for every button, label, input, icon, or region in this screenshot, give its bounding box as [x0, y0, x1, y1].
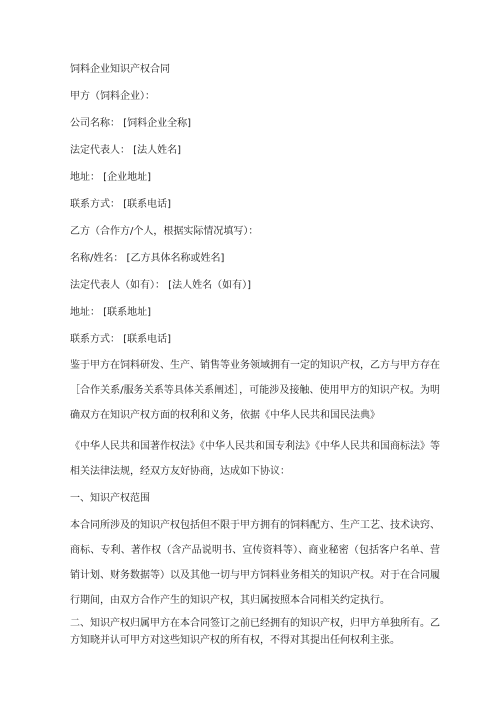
document-body	[70, 63, 440, 649]
preamble-paragraph: 鉴于甲方在饲料研发、生产、销售等业务领域拥有一定的知识产权，乙方与甲方存在［合作关系/服务关系等具体关系阐述］，可能涉及接触、使用甲方的知识产权。为明确双方在知识产权方面的权利和义务，依据《中华人民共和国民法典》	[70, 360, 440, 421]
party-b-heading: 乙方（合作方/个人，根据实际情况填写）：	[70, 226, 259, 237]
party-a-address: 地址： [企业地址]	[70, 172, 151, 183]
party-b-contact: 联系方式： [联系电话]	[70, 334, 171, 345]
party-b-name: 名称/姓名： [乙方具体名称或姓名]	[70, 253, 225, 264]
party-b-address: 地址： [联系地址]	[70, 307, 151, 318]
section-1-body: 本合同所涉及的知识产权包括但不限于甲方拥有的饲料配方、生产工艺、技术诀窍、商标、专利、著作权（含产品说明书、宣传资料等）、商业秘密（包括客户名单、营销计划、财务数据等）以及其他一切与甲方饲料业务相关的知识产权。对于在合同履行期间，由双方合作产生的知识产权，其归属按照本合同相关约定执行。	[70, 520, 440, 606]
section-2-body: 二、知识产权归属甲方在本合同签订之前已经拥有的知识产权，归甲方单独所有。乙方知晓并认可甲方对这些知识产权的所有权，不得对其提出任何权利主张。	[70, 618, 440, 646]
document-title: 饲料企业知识产权合同	[70, 64, 170, 75]
party-a-representative: 法定代表人： [法人姓名]	[70, 145, 181, 156]
party-a-company: 公司名称： [饲料企业全称]	[70, 118, 191, 129]
preamble-continued-paragraph: 《中华人民共和国著作权法》《中华人民共和国专利法》《中华人民共和国商标法》等相关法律法规，经双方友好协商，达成如下协议：	[70, 441, 440, 477]
section-1-heading: 一、知识产权范围	[70, 493, 150, 504]
party-a-contact: 联系方式： [联系电话]	[70, 199, 171, 210]
party-a-heading: 甲方（饲料企业）：	[70, 91, 155, 102]
party-b-representative: 法定代表人（如有）： [法人姓名（如有）]	[70, 280, 251, 291]
